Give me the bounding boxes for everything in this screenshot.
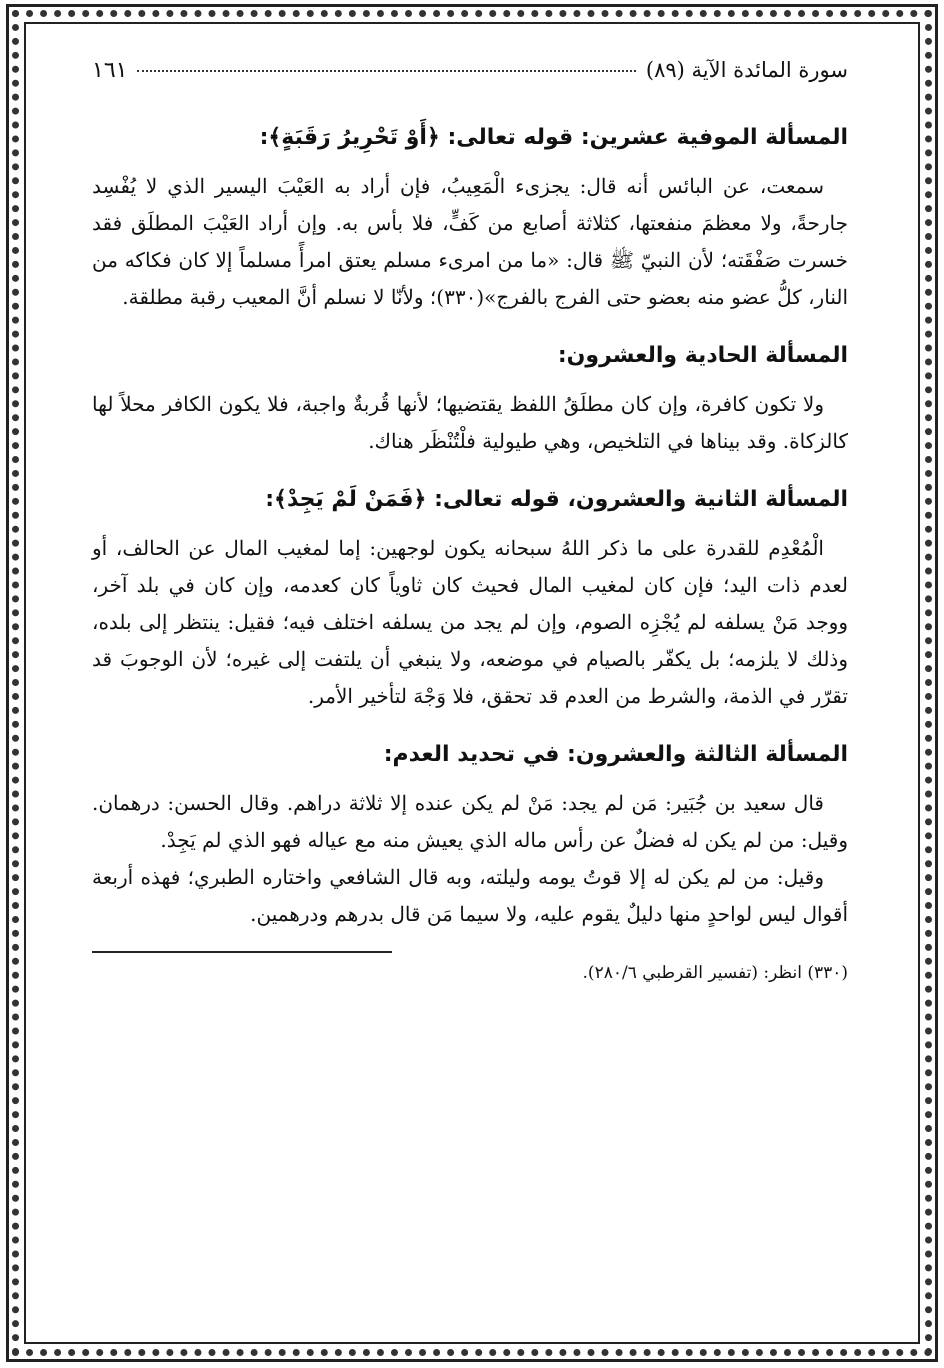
paragraph: وقيل: من لم يكن له إلا قوتُ يومه وليلته، وبه قال الشافعي واختاره الطبري؛ فهذه أربعة أقوال ليس لواحدٍ منها دليلٌ يقوم عليه، ولا سيما مَن قال بدرهم ودرهمين. (92, 865, 848, 926)
paragraph: سمعت، عن البائس أنه قال: يجزىء الْمَعِيبُ، فإن أراد به العَيْبَ اليسير الذي لا يُفْسِد جارحةً، ولا معظمَ منفعتها، كثلاثة أصابع من كَفٍّ، فلا بأس به. وإن أراد العَيْبَ المطلَق فقد خسرت صَفْقَته؛ لأن النبيّ ﷺ قال: «ما من امرىء مسلم يعتق امرأً مسلماً إلا كان فكاكه من النار، كلُّ عضو منه بعضو حتى الفرج بالفرج»(٣٣٠)؛ ولأنّا لا نسلم أنَّ المعيب رقبة مطلقة. (92, 174, 848, 309)
section-23 (92, 735, 848, 933)
paragraph: ولا تكون كافرة، وإن كان مطلَقُ اللفظ يقتضيها؛ لأنها قُربةٌ واجبة، فلا يكون الكافر محلاً لها كالزكاة. وقد بيناها في التلخيص، وهي طيولية فلْتُنْظَر هناك. (92, 392, 848, 453)
page-content (92, 58, 848, 987)
section-heading: المسألة الموفية عشرين: قوله تعالى: ﴿أَوْ تَحْرِيرُ رَقَبَةٍ﴾: (259, 125, 848, 150)
section-21 (92, 336, 848, 460)
running-header-title: سورة المائدة الآية (٨٩) (645, 58, 848, 82)
section-heading: المسألة الثالثة والعشرون: في تحديد العدم: (383, 742, 848, 767)
paragraph: الْمُعْدِم للقدرة على ما ذكر اللهُ سبحانه يكون لوجهين: إما لمغيب المال عن الحالف، أو لعدم ذات اليد؛ فإن كان لمغيب المال فحيث كان ثاوياً كان كعدمه، وإن كان في بلد آخر، ووجد مَنْ يسلفه لم يُجْزِه الصوم، وإن لم يجد من يسلفه اختلف فيه؛ فقيل: ينتظر إلى بلده، وذلك لا يلزمه؛ بل يكفّر بالصيام في موضعه، ولا ينبغي أن يلتفت إلى غيره؛ لأن الوجوبَ قد تقرّر في الذمة، والشرط من العدم قد تحقق، فلا وَجْهَ لتأخير الأمر. (92, 536, 848, 708)
running-header (92, 58, 848, 98)
footnote-separator (92, 951, 392, 953)
footnote: (٣٣٠) انظر: (تفسير القرطبي ٢٨٠/٦). (582, 963, 848, 983)
page-number: ١٦١ (92, 58, 128, 83)
section-heading: المسألة الحادية والعشرون: (557, 343, 848, 368)
section-22 (92, 480, 848, 715)
section-20 (92, 118, 848, 316)
section-heading: المسألة الثانية والعشرون، قوله تعالى: ﴿فَمَنْ لَمْ يَجِدْ﴾: (265, 487, 848, 512)
paragraph: قال سعيد بن جُبَير: مَن لم يجد: مَنْ لم يكن عنده إلا ثلاثة دراهم. وقال الحسن: درهمان. وقيل: من لم يكن له فضلٌ عن رأس ماله الذي يعيش منه مع عياله فهو الذي لم يَجِدْ. (92, 791, 848, 852)
header-dotted-leader (137, 70, 635, 72)
